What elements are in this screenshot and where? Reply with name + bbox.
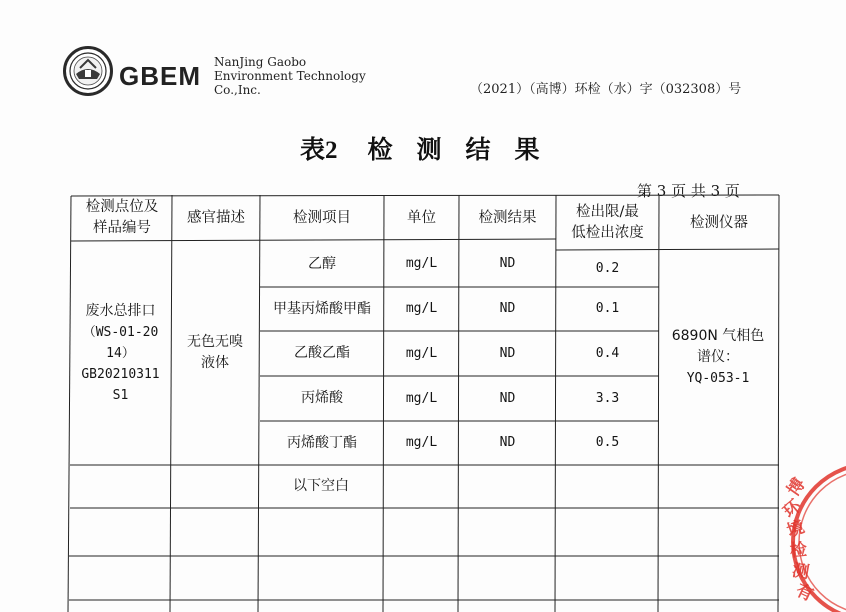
sensory-text: 无色无嗅 [187,334,243,350]
limit-cell: 0.4 [595,345,620,361]
header-cell-instrument: 检测仪器 [690,214,748,231]
unit-cell: mg/L [405,390,438,406]
sample-text: S1 [112,387,129,403]
sample-text: 14） [106,345,135,361]
table-title: 检测结果 [367,135,564,164]
svg-text:检: 检 [789,539,808,562]
result-cell: ND [499,435,516,450]
instrument-text: YQ-053-1 [686,371,750,386]
limit-cell: 0.2 [595,260,620,276]
header-cell-detection-limit [556,196,659,250]
blank-note: 以下空白 [293,478,349,494]
limit-cell: 3.3 [595,390,620,406]
svg-text:测: 测 [790,560,811,584]
header-cell-sensory: 感官描述 [187,209,245,226]
svg-text:境: 境 [784,517,808,542]
company-name-line: Co.,Inc. [214,83,261,97]
header-text: 检出限/最 [576,204,639,220]
result-cell: ND [499,256,516,271]
official-stamp [776,450,846,612]
header-text: 样品编号 [93,220,151,236]
sensory-text: 液体 [201,355,229,371]
result-cell: ND [499,345,516,361]
page-number: 第 3 页 共 3 页 [637,182,740,200]
test-item-cell: 乙醇 [308,255,336,272]
header-cell-result: 检测结果 [478,209,537,226]
header-text: 低检出浓度 [571,225,644,241]
result-cell: ND [499,390,516,406]
company-name-line: Environment Technology [214,69,366,83]
header-cell-sample-point [72,196,172,240]
company-logo-text: GBEM [119,61,201,91]
sensory-description-cell [171,241,259,465]
test-item-cell: 丙烯酸 [301,390,343,406]
report-number: （2021）（高博）环检（水）字（032308）号 [470,82,742,97]
result-cell: ND [499,301,516,316]
unit-cell: mg/L [405,256,438,271]
company-name-line: NanJing Gaobo [214,55,307,69]
unit-cell: mg/L [405,301,438,316]
instrument-cell [658,250,778,465]
test-item-cell: 乙酸乙酯 [294,345,350,361]
header-text: 检测点位及 [85,199,159,215]
instrument-text: 6890N 气相色 [671,328,765,344]
limit-cell: 0.1 [595,301,620,316]
sample-text: GB20210311 [81,366,160,382]
table-number: 表2 [300,137,338,164]
sample-text: （WS-01-20 [82,324,159,340]
header-cell-test-item: 检测项目 [293,209,351,226]
unit-cell: mg/L [405,345,438,361]
instrument-text: 谱仪： [697,349,739,365]
sample-point-cell [70,241,171,465]
svg-text:有: 有 [792,580,817,606]
test-item-cell: 甲基丙烯酸甲酯 [273,300,371,317]
limit-cell: 0.5 [595,435,620,450]
unit-cell: mg/L [405,435,438,450]
header-cell-unit: 单位 [407,209,436,226]
svg-text:博: 博 [783,474,810,501]
svg-text:环: 环 [779,496,806,523]
sample-text: 废水总排口 [85,302,156,319]
test-item-cell: 丙烯酸丁酯 [287,434,357,451]
